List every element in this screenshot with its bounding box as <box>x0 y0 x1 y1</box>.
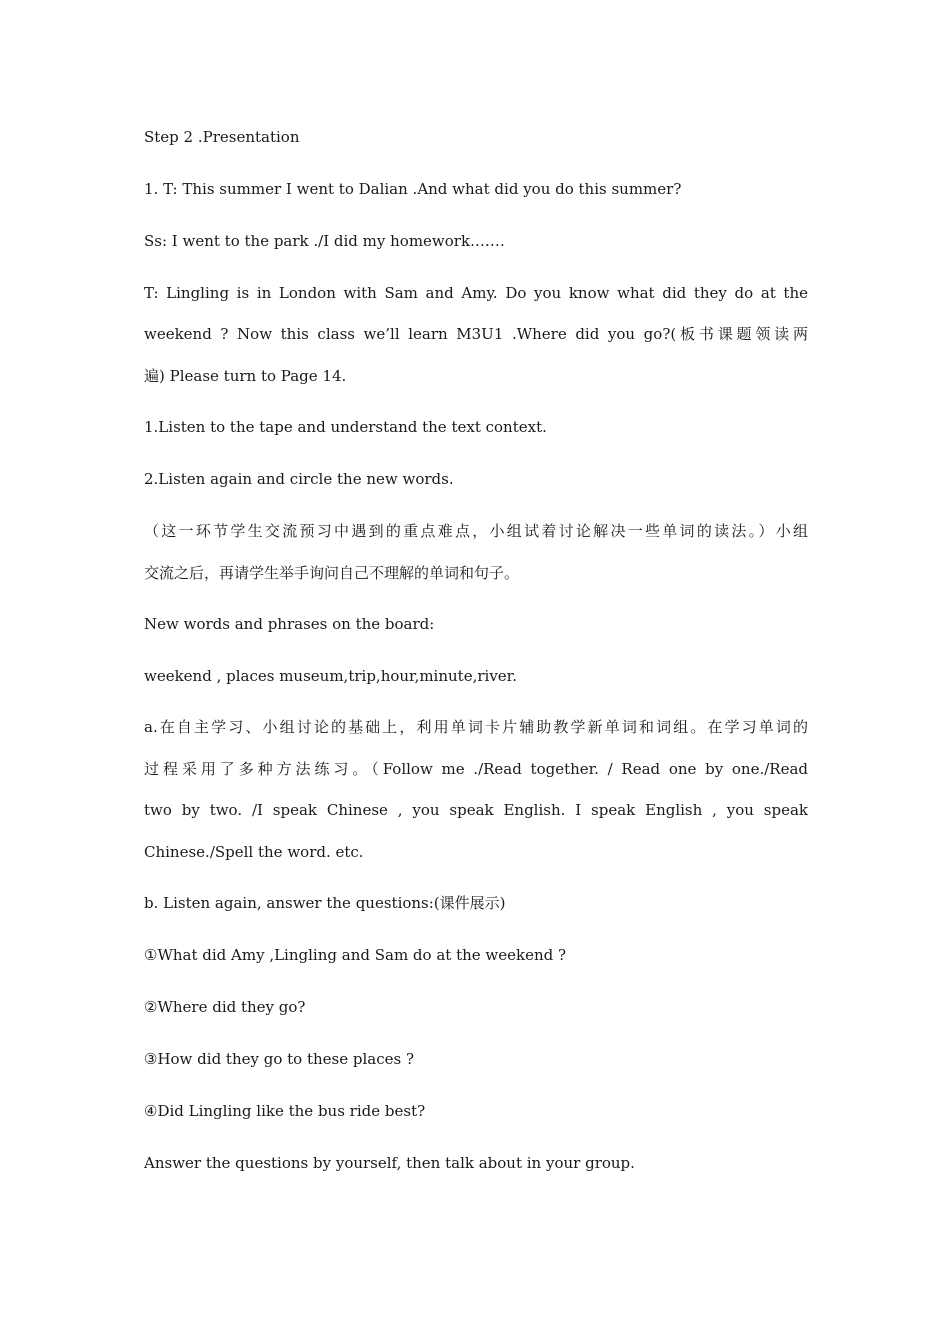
teacher-line-2a: T: Lingling is in London with Sam and Amy. Do you know what did they do at the <box>144 284 808 302</box>
teacher-line-1: 1. T: This summer I went to Dalian .And what did you do this summer? <box>144 180 682 198</box>
method-line-3: two by two. /I speak Chinese , you speak English. I speak English , you speak <box>144 801 808 819</box>
question-2: ②Where did they go? <box>144 998 306 1016</box>
teacher-line-2b: weekend ? Now this class we’ll learn M3U1 .Where did you go?(板书课题领读两 <box>144 325 808 343</box>
list-item-1: 1.Listen to the tape and understand the text context. <box>144 418 547 436</box>
question-4: ④Did Lingling like the bus ride best? <box>144 1102 426 1120</box>
students-line: Ss: I went to the park ./I did my homework.…… <box>144 232 505 250</box>
new-words-list: weekend , places museum,trip,hour,minute,river. <box>144 667 517 685</box>
new-words-heading: New words and phrases on the board: <box>144 615 435 633</box>
chinese-note-line-1: （这一环节学生交流预习中遇到的重点难点，小组试着讨论解决一些单词的读法。）小组 <box>144 522 808 540</box>
method-line-4: Chinese./Spell the word. etc. <box>144 843 364 861</box>
teacher-line-2c: 遍) Please turn to Page 14. <box>144 367 347 385</box>
questions-intro: b. Listen again, answer the questions:(课件展示) <box>144 894 506 912</box>
question-3: ③How did they go to these places ? <box>144 1050 415 1068</box>
method-line-2: 过程采用了多种方法练习。（Follow me ./Read together. / Read one by one./Read <box>144 760 808 778</box>
chinese-note-line-2: 交流之后，再请学生举手询问自己不理解的单词和句子。 <box>144 564 520 582</box>
closing-instruction: Answer the questions by yourself, then talk about in your group. <box>144 1154 635 1172</box>
step-heading: Step 2 .Presentation <box>144 128 300 146</box>
method-line-1: a.在自主学习、小组讨论的基础上，利用单词卡片辅助教学新单词和词组。在学习单词的 <box>144 718 808 736</box>
document-page <box>144 0 808 1344</box>
question-1: ①What did Amy ,Lingling and Sam do at the weekend ? <box>144 946 567 964</box>
list-item-2: 2.Listen again and circle the new words. <box>144 470 454 488</box>
